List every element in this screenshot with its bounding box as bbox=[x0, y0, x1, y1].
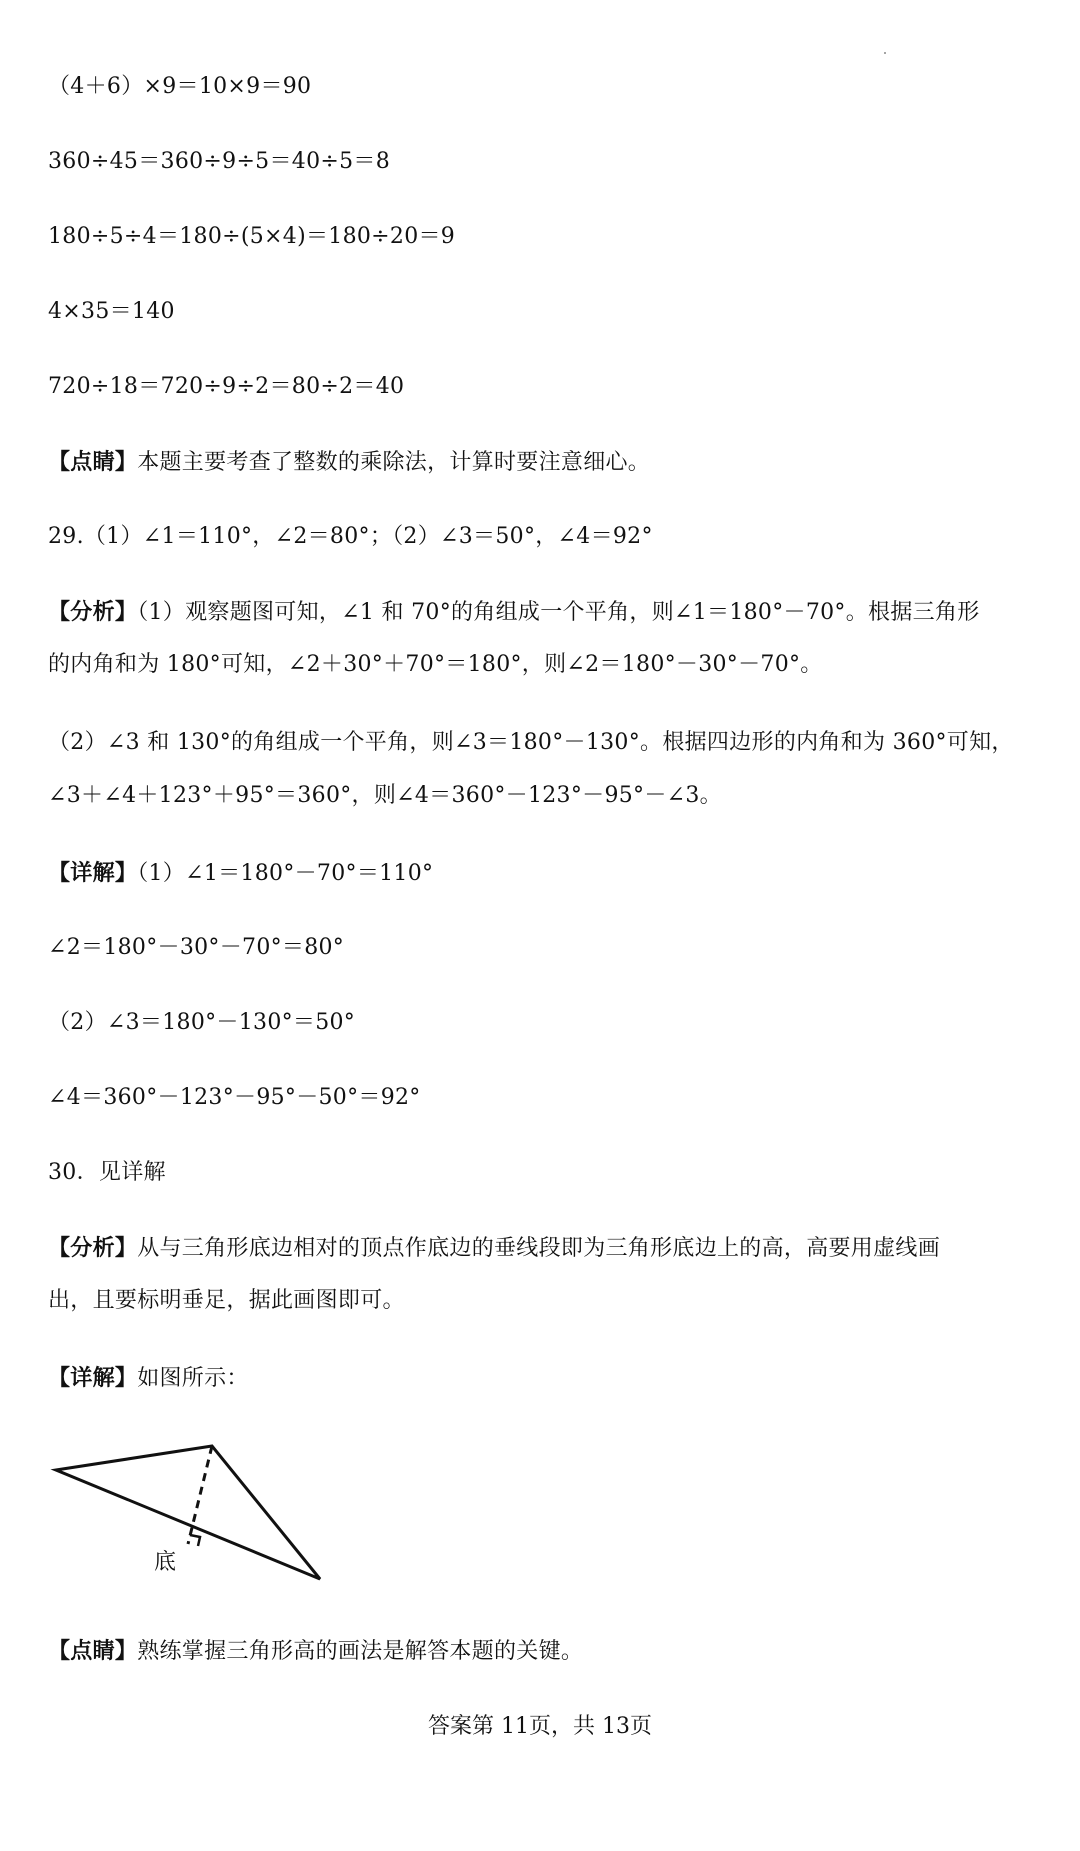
page-footer: 答案第 11页，共 13页 bbox=[428, 1714, 652, 1739]
q29-analysis-line-2: 的内角和为 180°可知，∠2＋30°＋70°＝180°，则∠2＝180°－30°－70°。 bbox=[48, 652, 823, 677]
q30-dianjing-note bbox=[48, 1636, 583, 1667]
scan-speck bbox=[884, 52, 886, 54]
calc-line-4: 4×35＝140 bbox=[48, 299, 175, 324]
right-angle-mark bbox=[190, 1535, 200, 1546]
question-29-answer: 29.（1）∠1＝110°，∠2＝80°；（2）∠3＝50°，∠4＝92° bbox=[48, 524, 653, 549]
q29-analysis-line-4: ∠3＋∠4＋123°＋95°＝360°，则∠4＝360°－123°－95°－∠3。 bbox=[48, 783, 722, 808]
q29-analysis-line-3: （2）∠3 和 130°的角组成一个平角，则∠3＝180°－130°。根据四边形的内角和为 360°可知， bbox=[48, 730, 1014, 755]
q29-detail-line-3: （2）∠3＝180°－130°＝50° bbox=[48, 1010, 356, 1035]
triangle-height-figure bbox=[48, 1440, 338, 1600]
q30-analysis-line-1 bbox=[48, 1233, 1038, 1264]
triangle-outline bbox=[56, 1446, 320, 1579]
dianjing-text: 熟练掌握三角形高的画法是解答本题的关键。 bbox=[137, 1639, 584, 1664]
analysis-tag: 【分析】 bbox=[48, 1235, 138, 1261]
dianjing-note-28 bbox=[48, 447, 650, 478]
detail-text: 如图所示： bbox=[137, 1366, 249, 1391]
analysis-tag: 【分析】 bbox=[48, 599, 138, 625]
calc-line-1: （4＋6）×9＝10×9＝90 bbox=[48, 74, 312, 99]
q29-detail-line-1 bbox=[48, 858, 433, 889]
q30-analysis-line-2: 出，且要标明垂足，据此画图即可。 bbox=[48, 1288, 405, 1313]
analysis-text: （1）观察题图可知，∠1 和 70°的角组成一个平角，则∠1＝180°－70°。根据三角形 bbox=[137, 600, 980, 625]
base-label: 底 bbox=[154, 1550, 177, 1575]
detail-tag: 【详解】 bbox=[48, 1365, 138, 1391]
q29-detail-line-4: ∠4＝360°－123°－95°－50°＝92° bbox=[48, 1085, 421, 1110]
calc-line-2: 360÷45＝360÷9÷5＝40÷5＝8 bbox=[48, 149, 390, 174]
question-30-answer: 30．见详解 bbox=[48, 1160, 166, 1185]
analysis-text: 从与三角形底边相对的顶点作底边的垂线段即为三角形底边上的高，高要用虚线画 bbox=[137, 1236, 941, 1261]
detail-text: （1）∠1＝180°－70°＝110° bbox=[137, 861, 434, 886]
calc-line-5: 720÷18＝720÷9÷2＝80÷2＝40 bbox=[48, 374, 405, 399]
dianjing-text: 本题主要考查了整数的乘除法，计算时要注意细心。 bbox=[137, 450, 651, 475]
calc-line-3: 180÷5÷4＝180÷(5×4)＝180÷20＝9 bbox=[48, 224, 456, 249]
dianjing-tag: 【点睛】 bbox=[48, 1638, 138, 1664]
detail-tag: 【详解】 bbox=[48, 860, 138, 886]
q29-detail-line-2: ∠2＝180°－30°－70°＝80° bbox=[48, 935, 345, 960]
q30-detail-line-1 bbox=[48, 1363, 249, 1394]
dianjing-tag: 【点睛】 bbox=[48, 449, 138, 475]
q29-analysis-line-1 bbox=[48, 597, 1038, 628]
